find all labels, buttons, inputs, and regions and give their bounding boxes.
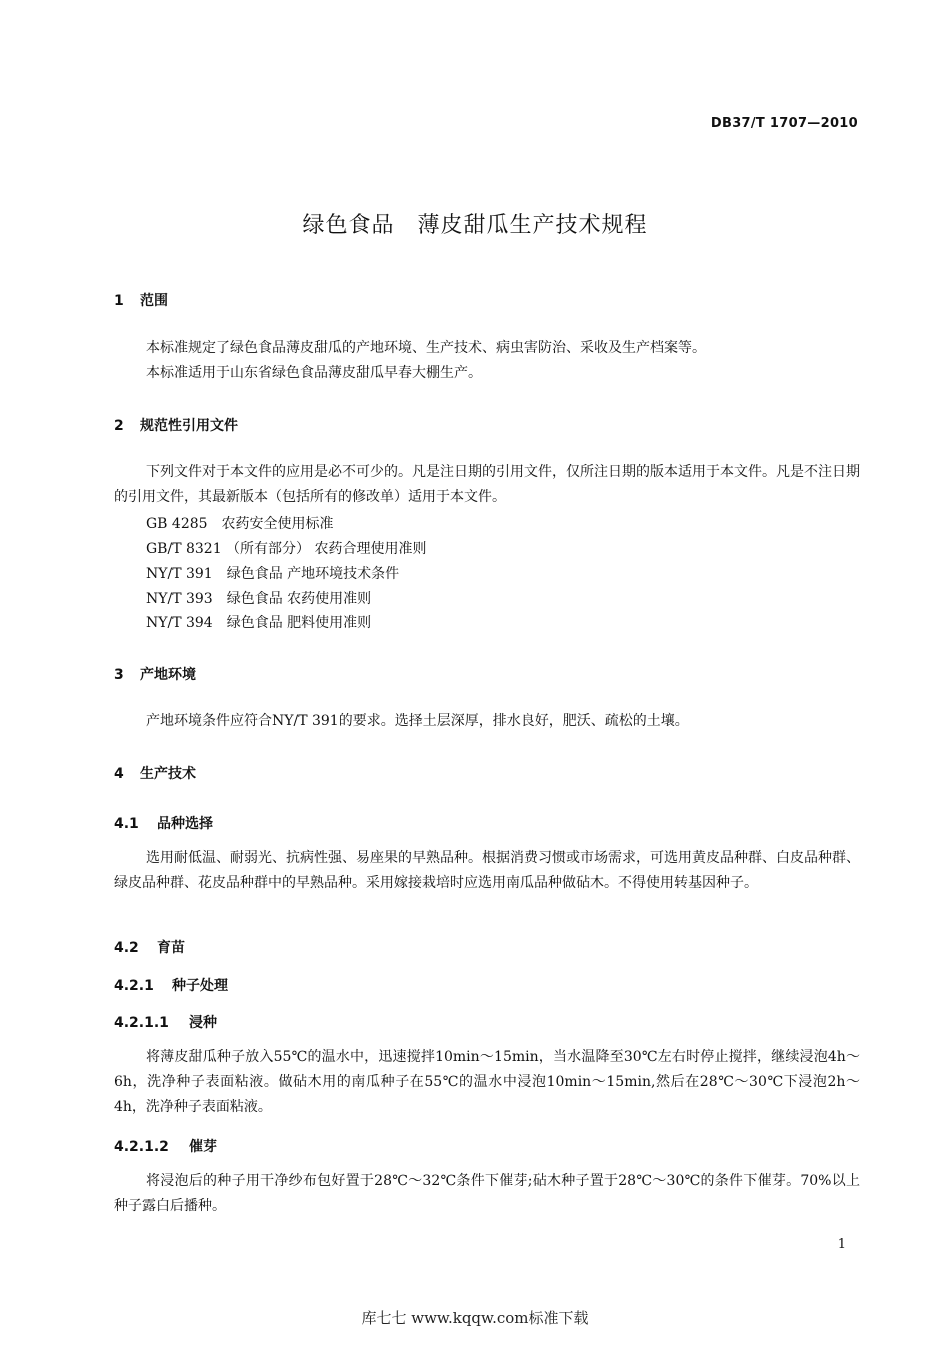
section-number: 1 [114,293,124,309]
section-4-2-1-heading [114,975,228,995]
section-4-2-1-2-paragraph: 将浸泡后的种子用干净纱布包好置于28℃～32℃条件下催芽;砧木种子置于28℃～30℃的条件下催芽。70%以上种子露白后播种。 [114,1173,860,1214]
section-4-1-paragraph: 选用耐低温、耐弱光、抗病性强、易座果的早熟品种。根据消费习惯或市场需求，可选用黄皮品种群、白皮品种群、绿皮品种群、花皮品种群中的早熟品种。采用嫁接栽培时应选用南瓜品种做砧木。不得使用转基因种子。 [114,850,860,891]
reference-item: NY/T 393 绿色食品 农药使用准则 [146,591,372,607]
section-number: 4 [114,766,124,782]
section-title: 种子处理 [172,978,228,994]
section-number: 4.2 [114,940,139,956]
section-title: 范围 [140,293,168,309]
section-title: 规范性引用文件 [140,418,238,434]
section-number: 3 [114,667,124,683]
section-number: 4.2.1.2 [114,1139,169,1155]
section-title: 育苗 [157,940,185,956]
section-title: 生产技术 [140,766,196,782]
section-3-heading [114,664,196,684]
reference-item: GB 4285 农药安全使用标准 [146,516,334,532]
section-4-1-heading [114,813,213,833]
section-1-paragraph-2: 本标准适用于山东省绿色食品薄皮甜瓜早春大棚生产。 [146,365,482,381]
section-4-2-1-1-heading [114,1012,217,1032]
section-number: 4.1 [114,816,139,832]
reference-item: GB/T 8321 （所有部分） 农药合理使用准则 [146,541,427,557]
section-number: 4.2.1 [114,978,154,994]
section-1-heading [114,290,168,310]
section-4-2-heading [114,937,185,957]
standard-code: DB37/T 1707—2010 [710,116,858,131]
section-title: 浸种 [189,1015,217,1031]
section-4-2-1-1-paragraph: 将薄皮甜瓜种子放入55℃的温水中，迅速搅拌10min～15min，当水温降至30℃左右时停止搅拌，继续浸泡4h～6h，洗净种子表面粘液。做砧木用的南瓜种子在55℃的温水中浸泡10min～15min,然后在28℃～30℃下浸泡2h～4h，洗净种子表面粘液。 [114,1049,860,1115]
section-title: 产地环境 [140,667,196,683]
section-title: 催芽 [189,1139,217,1155]
reference-item: NY/T 391 绿色食品 产地环境技术条件 [146,566,400,582]
section-number: 4.2.1.1 [114,1015,169,1031]
section-4-2-1-2-heading [114,1136,217,1156]
section-4-heading [114,763,196,783]
document-title: 绿色食品 薄皮甜瓜生产技术规程 [302,213,648,238]
page-number: 1 [837,1237,846,1252]
reference-item: NY/T 394 绿色食品 肥料使用准则 [146,615,372,631]
section-2-intro: 下列文件对于本文件的应用是必不可少的。凡是注日期的引用文件，仅所注日期的版本适用于本文件。凡是不注日期的引用文件，其最新版本（包括所有的修改单）适用于本文件。 [114,464,860,505]
section-2-heading [114,415,238,435]
section-number: 2 [114,418,124,434]
section-1-paragraph-1: 本标准规定了绿色食品薄皮甜瓜的产地环境、生产技术、病虫害防治、采收及生产档案等。 [146,340,706,356]
section-title: 品种选择 [157,816,213,832]
section-3-paragraph: 产地环境条件应符合NY/T 391的要求。选择土层深厚，排水良好，肥沃、疏松的土壤。 [146,713,689,729]
footer-watermark: 库七七 www.kqqw.com标准下载 [361,1309,589,1327]
